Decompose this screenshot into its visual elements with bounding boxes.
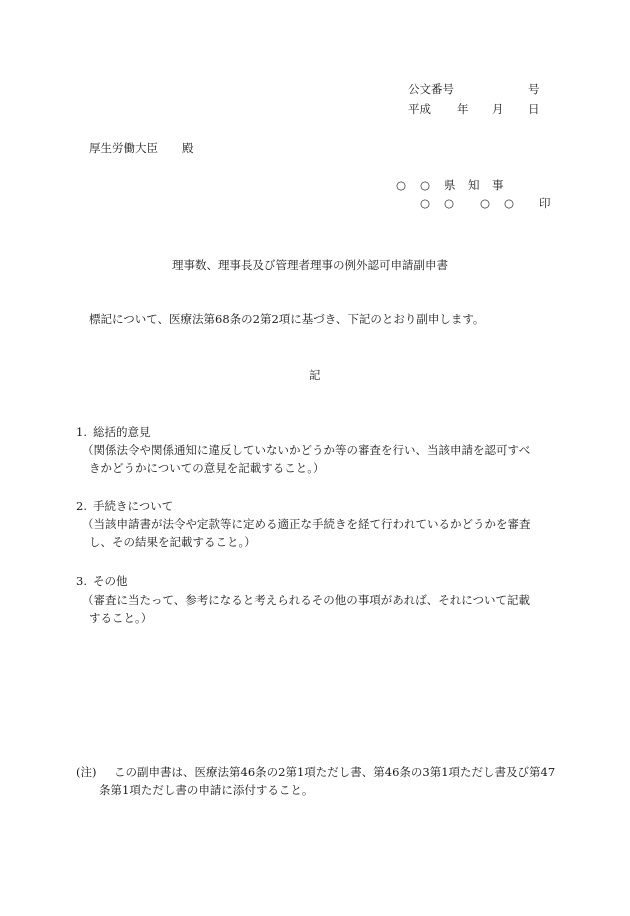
sender-char: 知	[468, 178, 480, 192]
item-heading: その他	[93, 574, 128, 588]
item-1-heading	[0, 427, 630, 441]
date-era: 平成	[408, 102, 431, 116]
doc-number-row	[0, 84, 630, 98]
item-2-heading	[0, 501, 630, 515]
addressee	[0, 143, 630, 157]
sender-circle: ○	[504, 196, 515, 210]
date-year-unit: 年	[457, 102, 469, 116]
ki-heading: 記	[309, 368, 321, 382]
item-heading: 手続きについて	[93, 499, 174, 513]
sender-char: 県	[444, 178, 456, 192]
item-1-body-line-1: （関係法令や関係通知に違反していないかどうか等の審査を行い、当該申請を認可すべ	[82, 443, 531, 457]
sender-line-2	[0, 198, 630, 212]
sender-circle: ○	[444, 196, 455, 210]
doc-number-label: 公文番号	[408, 82, 454, 96]
item-number: 1.	[76, 425, 87, 439]
date-row	[0, 104, 630, 118]
note-line-2: 条第1項ただし書の申請に添付すること。	[99, 783, 314, 797]
sender-circle: ○	[480, 196, 491, 210]
intro-paragraph: 標記について、医療法第68条の2第2項に基づき、下記のとおり副申します。	[89, 312, 485, 326]
addressee-honorific: 殿	[182, 141, 194, 155]
item-1-body-line-2: きかどうかについての意見を記載すること。）	[89, 461, 325, 475]
item-3-body-line-2: すること。）	[89, 611, 153, 625]
item-number: 2.	[76, 499, 87, 513]
item-2-body-line-2: し、その結果を記載すること。）	[89, 535, 256, 549]
addressee-name: 厚生労働大臣	[89, 141, 158, 155]
item-3-heading	[0, 576, 630, 590]
note-label: (注)	[76, 765, 97, 779]
item-3-body-line-1: （審査に当たって、参考になると考えられるその他の事項があれば、それについて記載	[82, 593, 531, 607]
date-month-unit: 月	[492, 102, 504, 116]
sender-circle: ○	[420, 196, 431, 210]
note-line-1	[0, 767, 630, 781]
sender-char: 事	[492, 178, 504, 192]
seal-mark: 印	[539, 196, 551, 210]
item-heading: 総括的意見	[93, 425, 151, 439]
document-title: 理事数、理事長及び管理者理事の例外認可申請副申書	[172, 258, 448, 272]
doc-number-suffix: 号	[528, 82, 540, 96]
sender-circle: ○	[420, 178, 431, 192]
sender-circle: ○	[396, 178, 407, 192]
sender-line-1	[0, 180, 630, 194]
date-day-unit: 日	[528, 102, 540, 116]
item-2-body-line-1: （当該申請書が法令や定款等に定める適正な手続きを経て行われているかどうかを審査	[82, 517, 531, 531]
note-text: この副申書は、医療法第46条の2第1項ただし書、第46条の3第1項ただし書及び第47	[114, 765, 556, 779]
item-number: 3.	[76, 574, 87, 588]
